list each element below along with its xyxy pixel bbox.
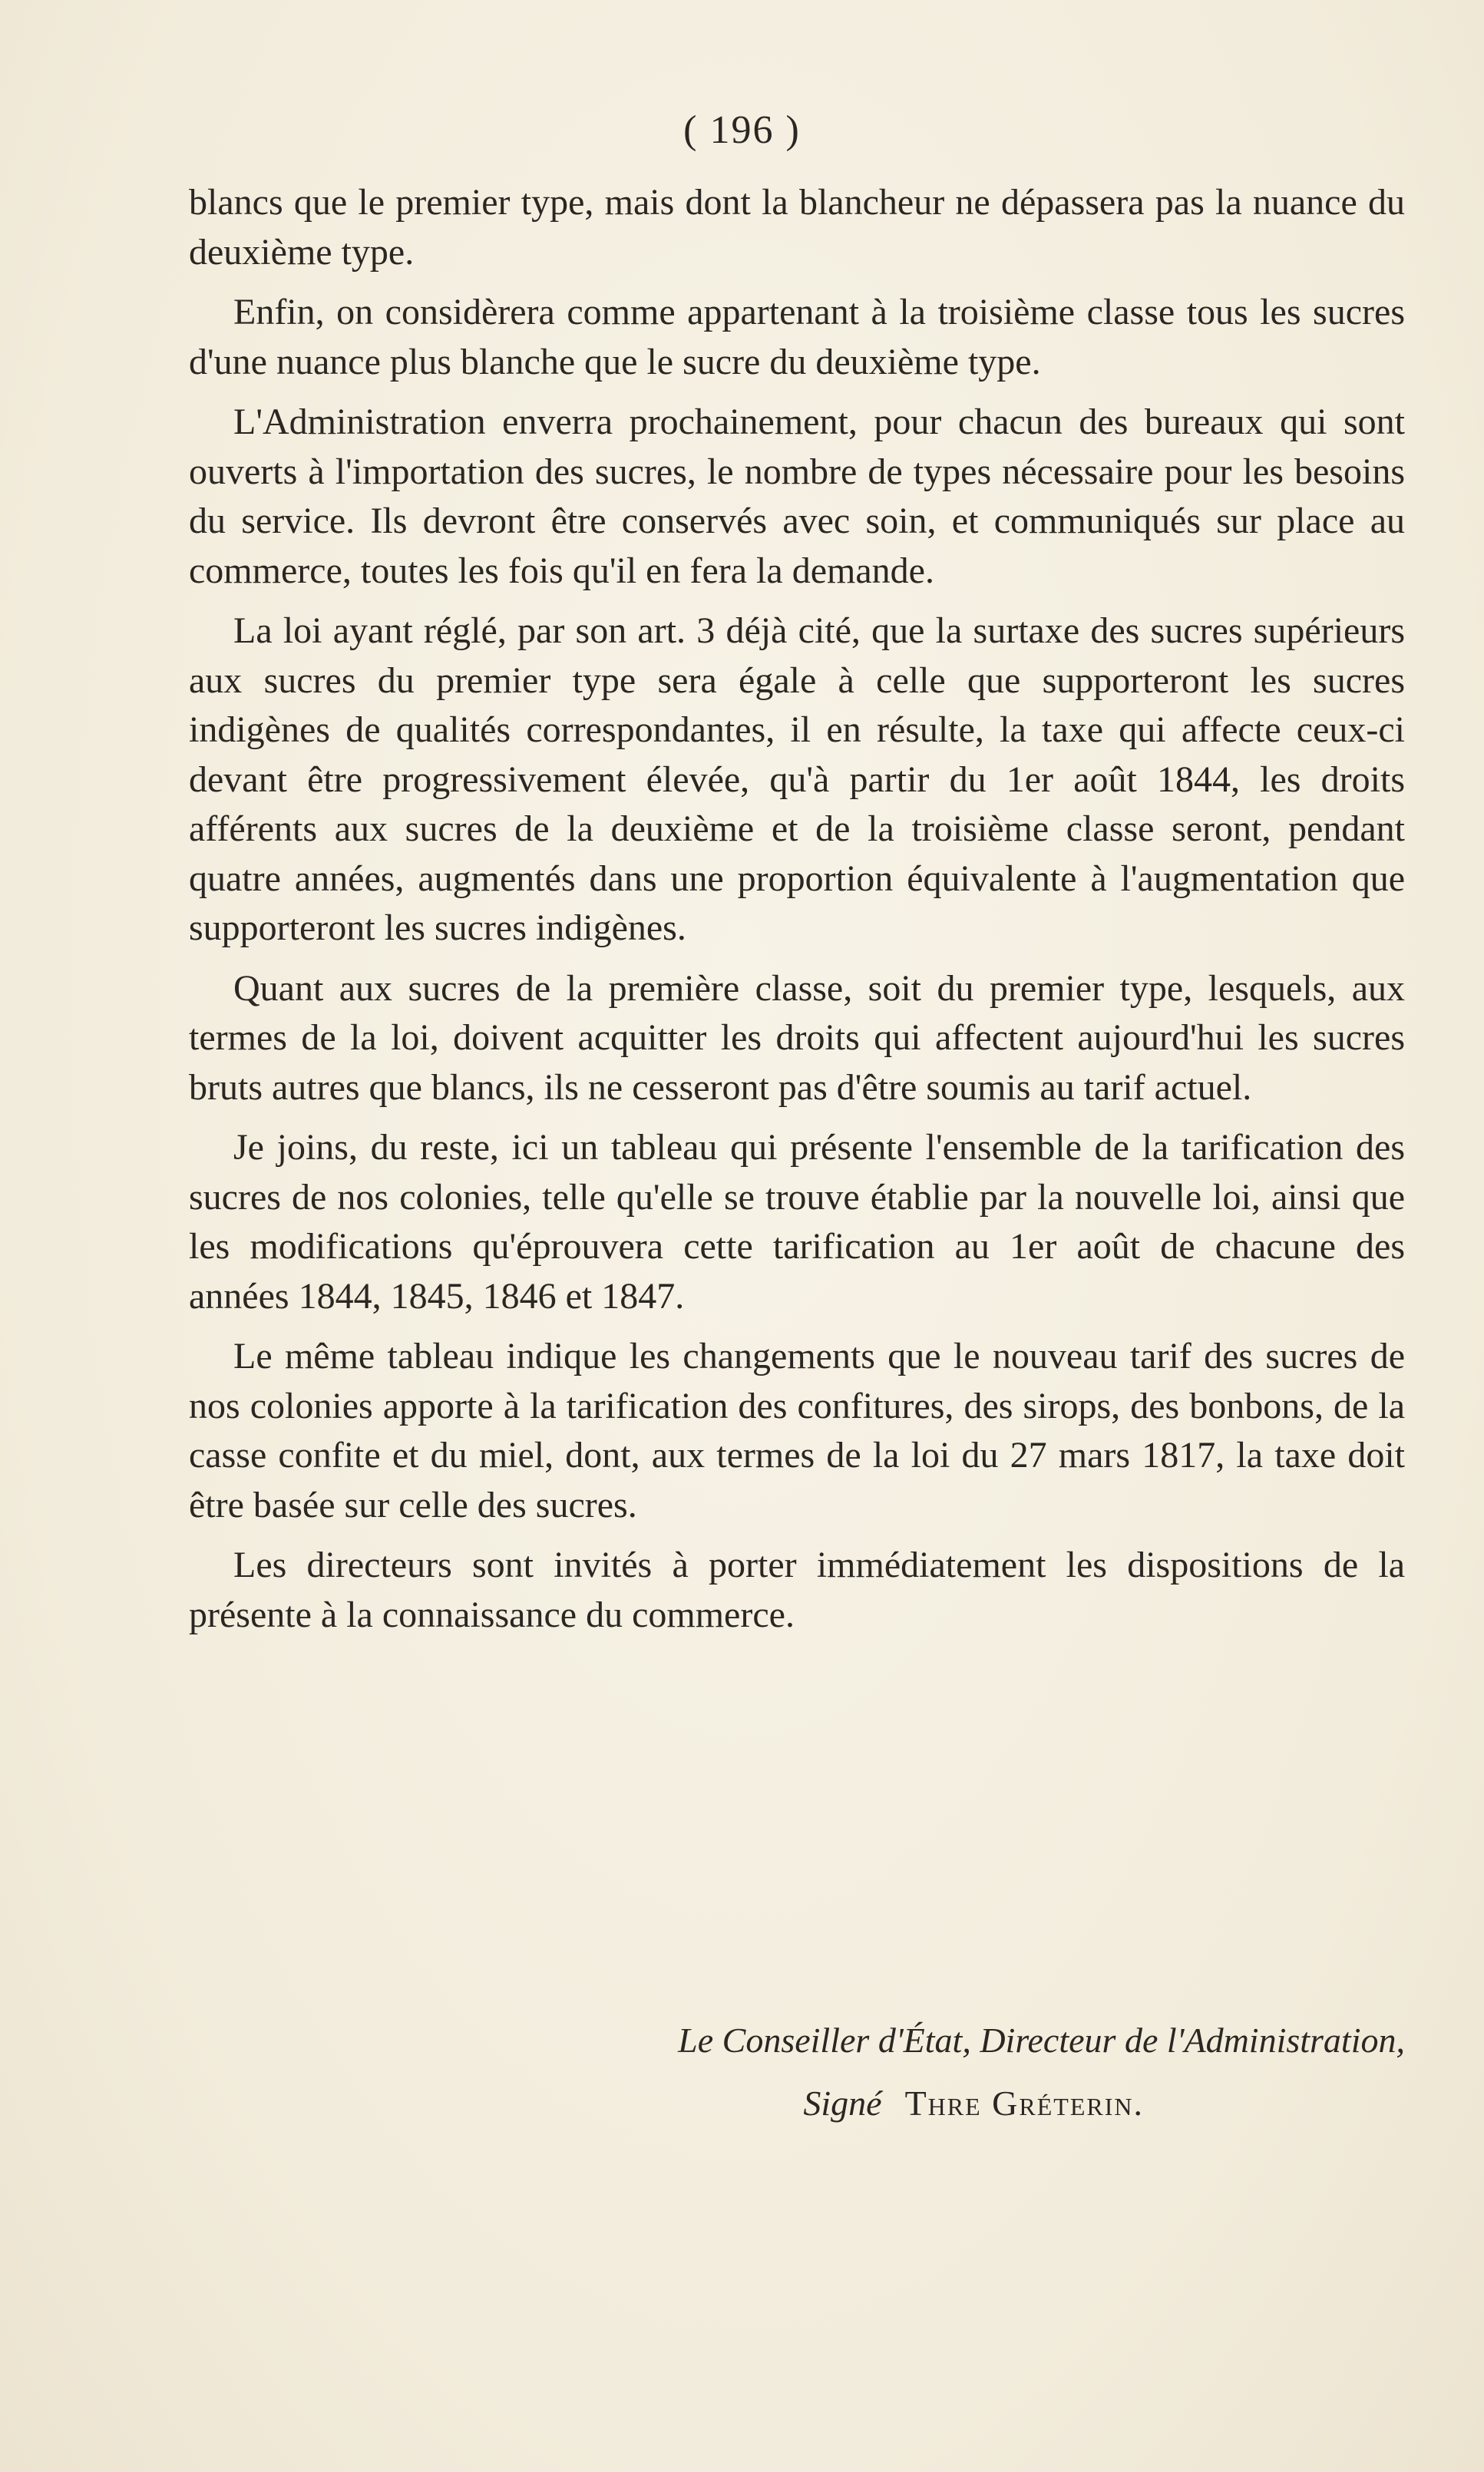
signed-label: Signé (803, 2084, 882, 2123)
signatory-title: Le Conseiller d'État, Directeur de l'Administration, (678, 2021, 1405, 2060)
paragraph-8: Les directeurs sont invités à porter immédiatement les dispositions de la présente à la connaissance du commerce. (189, 1545, 1405, 1635)
page-number: ( 196 ) (683, 108, 801, 152)
signatory-name: Thre Gréterin. (904, 2084, 1144, 2123)
paragraph-1: blancs que le premier type, mais dont la blancheur ne dépassera pas la nuance du deuxième type. (189, 182, 1405, 273)
paragraph-7: Le même tableau indique les changements que le nouveau tarif des sucres de nos colonies apporte à la tarification des confitures, des sirops, des bonbons, de la casse confite et du miel, dont, aux termes de la loi du 27 mars 1817, la taxe doit être basée sur celle des sucres. (189, 1336, 1405, 1525)
signature-line (189, 2080, 1405, 2127)
paragraph-4: La loi ayant réglé, par son art. 3 déjà cité, que la surtaxe des sucres supérieurs aux sucres du premier type sera égale à celle que supporteront les sucres indigènes de qualités correspondantes, il en résulte, la taxe qui affecte ceux-ci devant être progressivement élevée, qu'à partir du 1er août 1844, les droits afférents aux sucres de la deuxième et de la troisième classe seront, pendant quatre années, augmentés dans une proportion équivalente à l'augmentation que supporteront les sucres indigènes. (189, 610, 1405, 948)
paragraph-3: L'Administration enverra prochainement, pour chacun des bureaux qui sont ouverts à l'importation des sucres, le nombre de types nécessaire pour les besoins du service. Ils devront être conservés avec soin, et communiqués sur place au commerce, toutes les fois qu'il en fera la demande. (189, 402, 1405, 591)
paragraph-6: Je joins, du reste, ici un tableau qui présente l'ensemble de la tarification des sucres de nos colonies, telle qu'elle se trouve établie par la nouvelle loi, ainsi que les modifications qu'éprouvera cette tarification au 1er août de chacune des années 1844, 1845, 1846 et 1847. (189, 1127, 1405, 1317)
body-text (189, 178, 1405, 1651)
paragraph-5: Quant aux sucres de la première classe, soit du premier type, lesquels, aux termes de la loi, doivent acquitter les droits qui affectent aujourd'hui les sucres bruts autres que blancs, ils ne cesseront pas d'être soumis au tarif actuel. (189, 967, 1405, 1108)
paragraph-2: Enfin, on considèrera comme appartenant à la troisième classe tous les sucres d'une nuance plus blanche que le sucre du deuxième type. (189, 292, 1405, 382)
